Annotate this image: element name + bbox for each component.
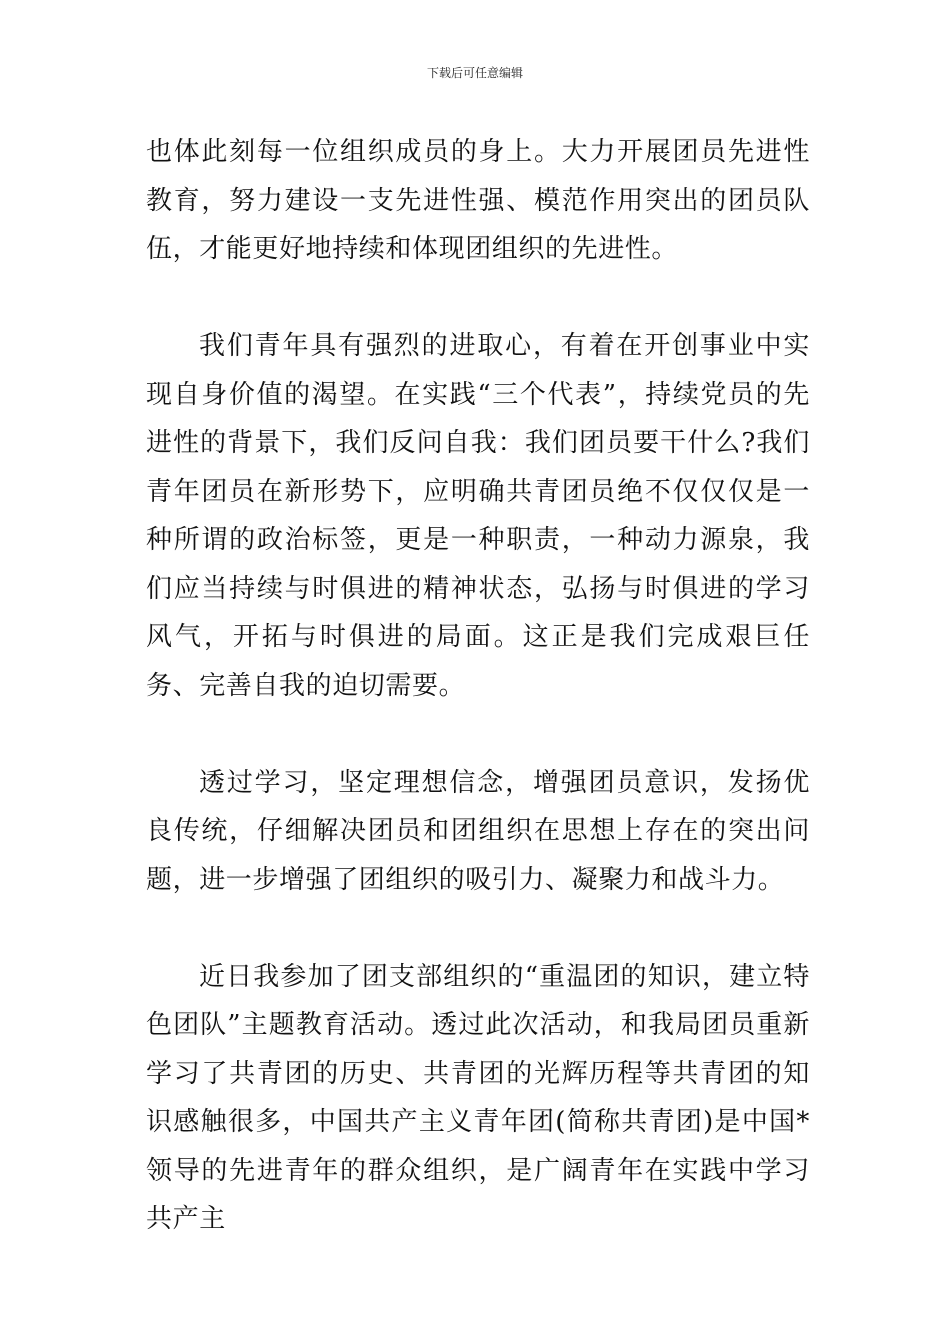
paragraph-gap xyxy=(146,904,810,953)
document-body xyxy=(146,128,810,1244)
paragraph-3: 透过学习，坚定理想信念，增强团员意识，发扬优良传统，仔细解决团员和团组织在思想上存在的突出问题，进一步增强了团组织的吸引力、凝聚力和战斗力。 xyxy=(146,767,810,895)
paragraph-gap xyxy=(146,710,810,759)
paragraph-4: 近日我参加了团支部组织的“重温团的知识，建立特色团队”主题教育活动。透过此次活动，和我局团员重新学习了共青团的历史、共青团的光辉历程等共青团的知识感触很多，中国共产主义青年团(简称共青团)是中国*领导的先进青年的群众组织，是广阔青年在实践中学习共产主 xyxy=(146,961,810,1234)
paragraph-1: 也体此刻每一位组织成员的身上。大力开展团员先进性教育，努力建设一支先进性强、模范作用突出的团员队伍，才能更好地持续和体现团组织的先进性。 xyxy=(146,137,810,264)
paragraph-gap xyxy=(146,274,810,323)
page-header: 下载后可任意编辑 xyxy=(426,66,523,80)
paragraph-2: 我们青年具有强烈的进取心，有着在开创事业中实现自身价值的渴望。在实践“三个代表”，持续党员的先进性的背景下，我们反问自我：我们团员要干什么?我们青年团员在新形势下，应明确共青团员绝不仅仅仅是一种所谓的政治标签，更是一种职责，一种动力源泉，我们应当持续与时俱进的精神状态，弘扬与时俱进的学习风气，开拓与时俱进的局面。这正是我们完成艰巨任务、完善自我的迫切需要。 xyxy=(146,331,810,701)
